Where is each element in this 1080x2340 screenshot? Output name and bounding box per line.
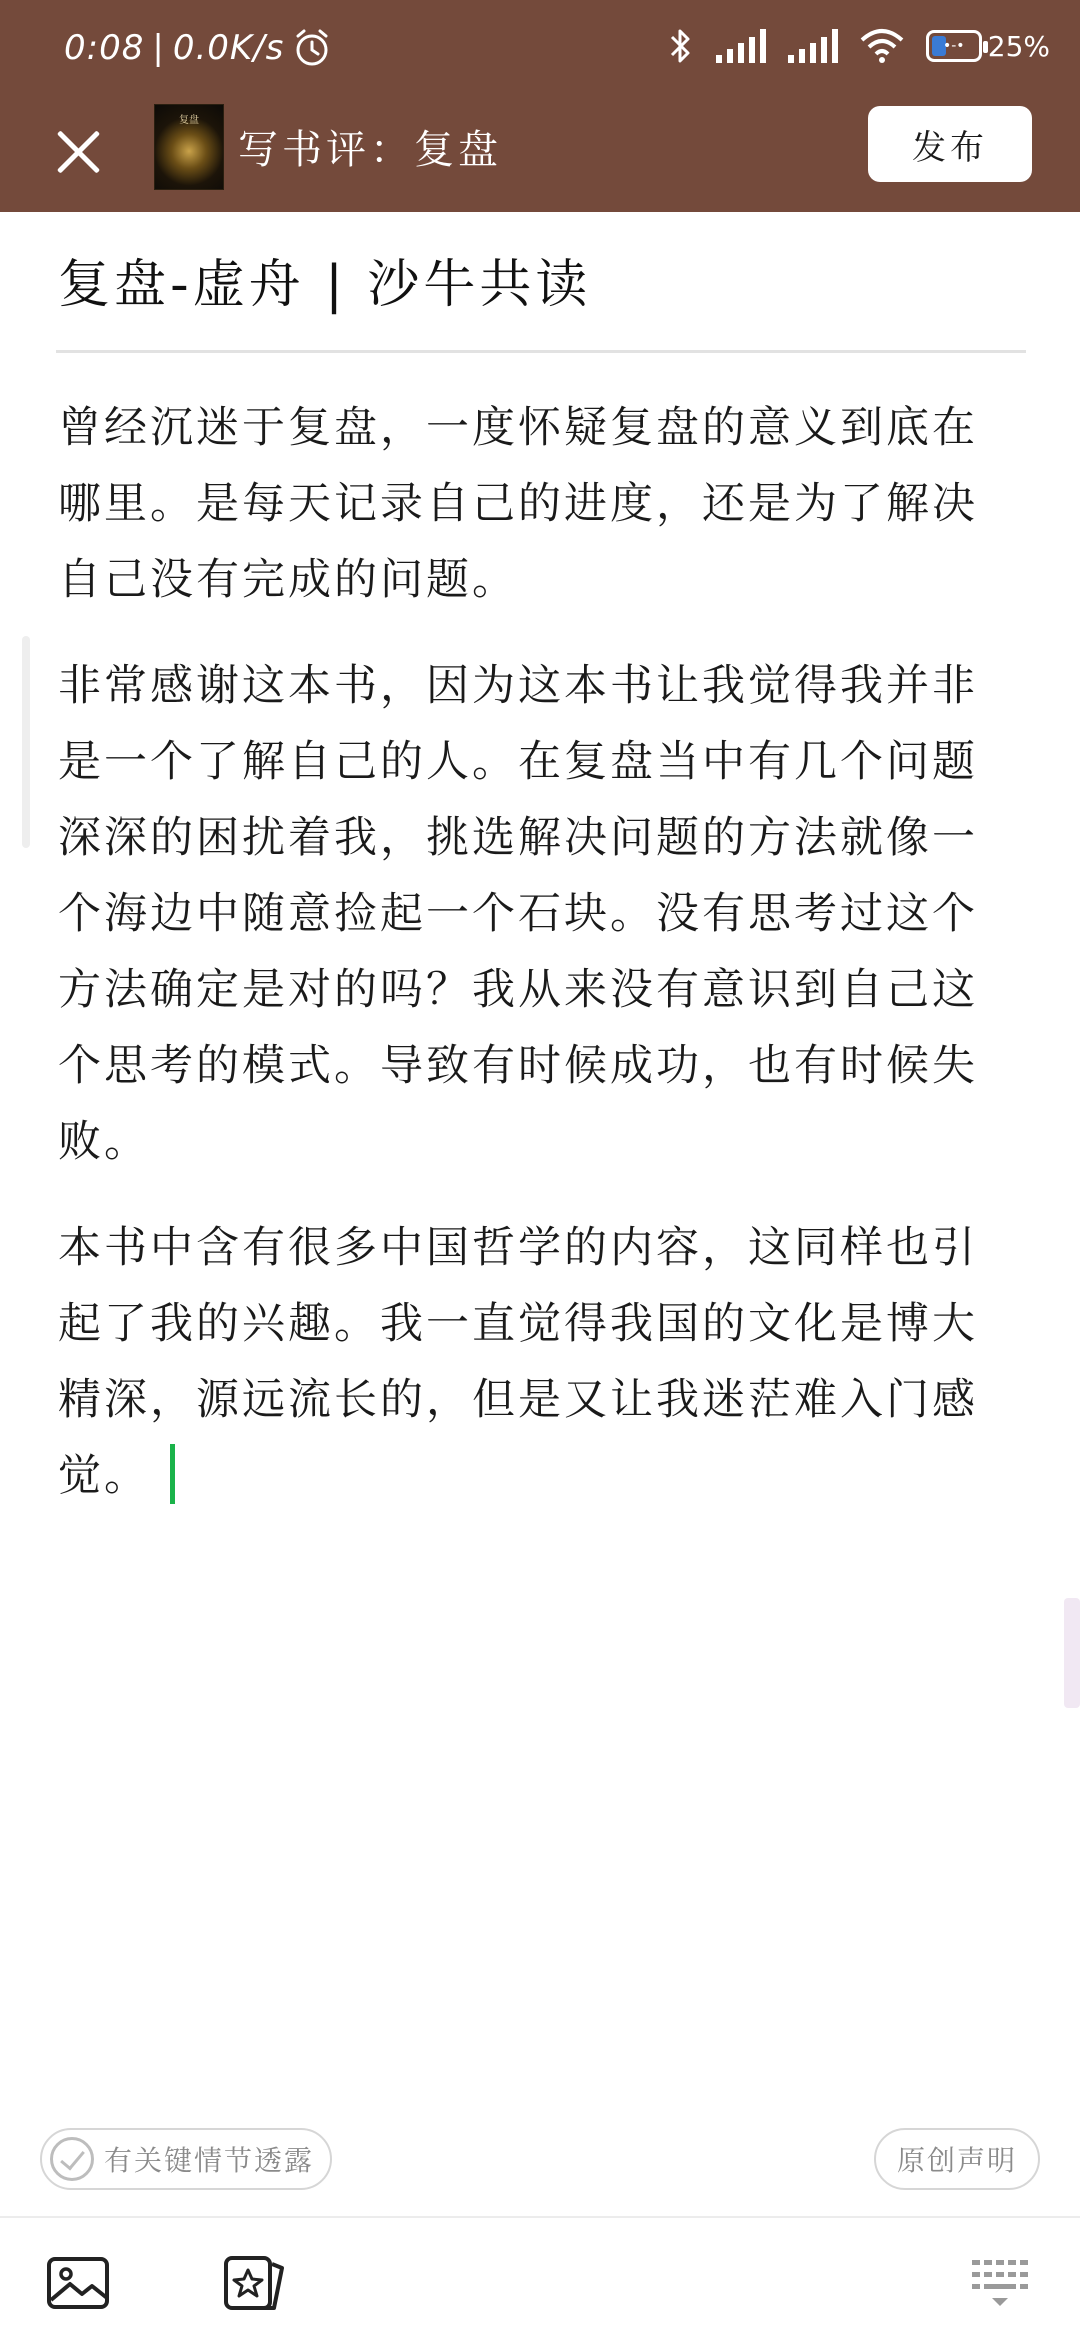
status-left xyxy=(64,28,332,68)
status-separator: | xyxy=(152,28,165,68)
review-paragraph-3 xyxy=(58,1210,1018,1514)
status-bar xyxy=(0,0,1080,100)
title-divider xyxy=(56,350,1026,353)
review-body-editor[interactable] xyxy=(58,390,1018,1544)
spoiler-toggle[interactable] xyxy=(40,2128,332,2190)
book-cover-label: 复盘 xyxy=(179,115,199,126)
wifi-icon xyxy=(860,28,904,64)
review-paragraph-3-text: 本书中含有很多中国哲学的内容，这同样也引起了我的兴趣。我一直觉得我国的文化是博大精深，源远流长的，但是又让我迷茫难入门感觉。 xyxy=(58,1223,978,1501)
header xyxy=(0,0,1080,212)
close-icon[interactable] xyxy=(48,120,110,182)
status-right xyxy=(666,26,1050,66)
review-paragraph-2: 非常感谢这本书，因为这本书让我觉得我并非是一个了解自己的人。在复盘当中有几个问题深深的困扰着我，挑选解决问题的方法就像一个海边中随意捡起一个石块。没有思考过这个方法确定是对的吗？我从来没有意识到自己这个思考的模式。导致有时候成功，也有时候失败。 xyxy=(58,661,978,1167)
check-circle-icon xyxy=(50,2137,94,2181)
status-time: 0:08 xyxy=(64,28,145,68)
alarm-icon xyxy=(292,28,332,68)
spoiler-label: 有关键情节透露 xyxy=(104,2144,315,2177)
bottom-toolbar xyxy=(0,2216,1080,2340)
text-caret xyxy=(170,1444,175,1504)
editor-toolbar xyxy=(0,100,1080,212)
scroll-indicator-right[interactable] xyxy=(1064,1598,1080,1708)
battery-percent: 25% xyxy=(987,29,1050,63)
bluetooth-icon xyxy=(666,26,694,66)
publish-button[interactable]: 发布 xyxy=(868,106,1032,182)
battery-icon: •-• xyxy=(926,30,982,62)
battery-indicator xyxy=(926,30,1050,63)
keyboard-icon[interactable] xyxy=(970,2254,1032,2312)
page-title: 写书评：复盘 xyxy=(238,127,502,173)
review-title-input[interactable]: 复盘-虚舟 | 沙牛共读 xyxy=(58,255,592,315)
original-declaration-label: 原创声明 xyxy=(896,2144,1017,2177)
sticker-icon[interactable] xyxy=(222,2254,286,2312)
original-declaration-button[interactable] xyxy=(874,2128,1040,2190)
book-cover-thumbnail xyxy=(154,104,224,190)
signal-1-icon xyxy=(716,29,766,63)
status-net-speed: 0.0K/s xyxy=(172,28,285,68)
image-icon[interactable] xyxy=(46,2254,110,2312)
scroll-indicator-left xyxy=(22,636,30,848)
signal-2-icon xyxy=(788,29,838,63)
review-paragraph-1: 曾经沉迷于复盘，一度怀疑复盘的意义到底在哪里。是每天记录自己的进度，还是为了解决自己没有完成的问题。 xyxy=(58,403,978,605)
